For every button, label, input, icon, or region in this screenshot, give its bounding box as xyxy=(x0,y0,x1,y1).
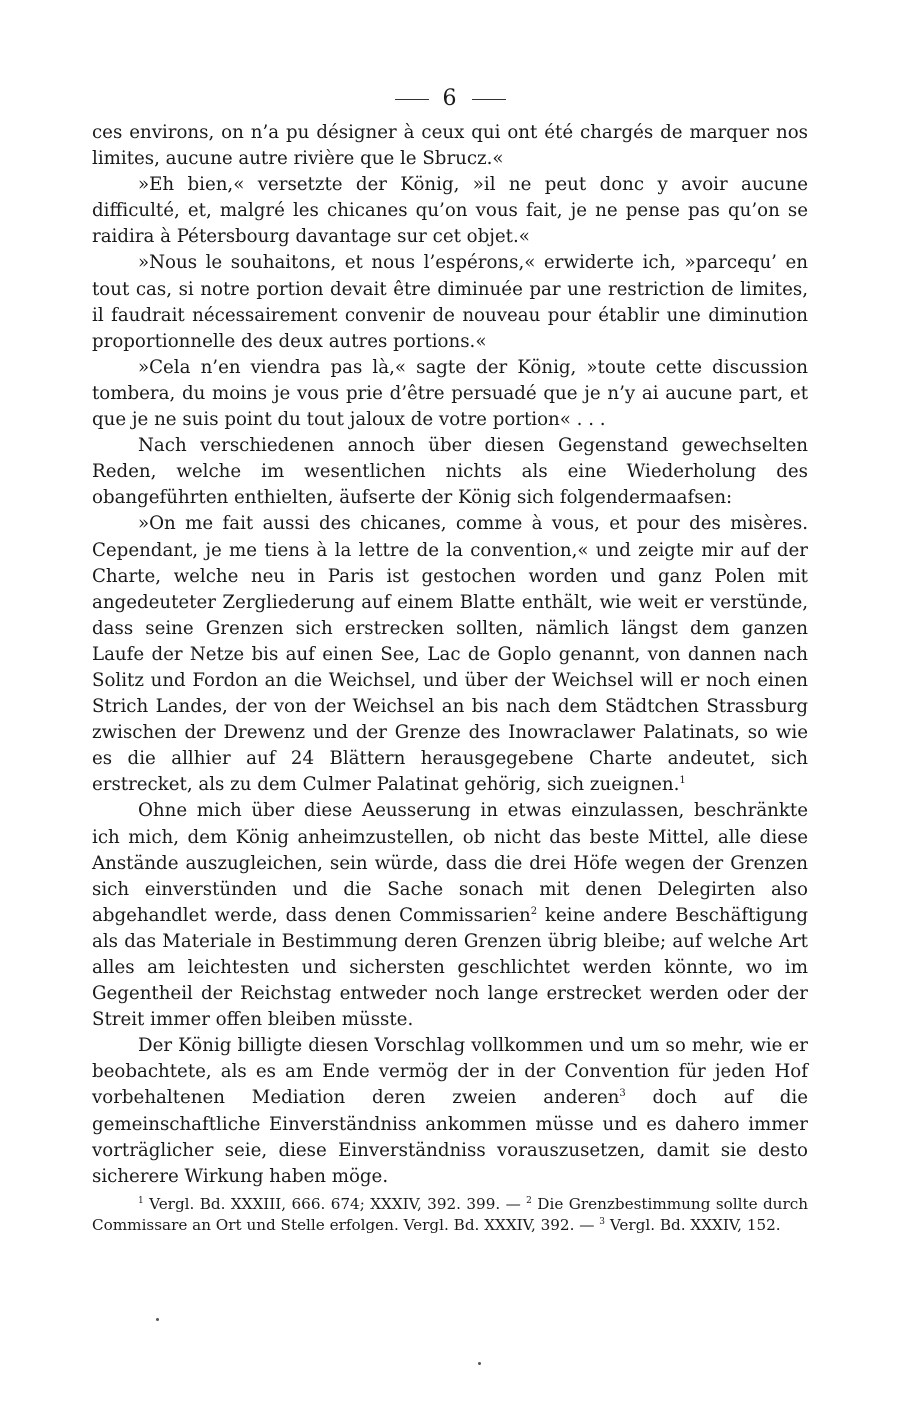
paragraph-text: ces environs, on n’a pu désigner à ceux qui ont été chargés de marquer nos limites, aucune autre rivière que le Sbrucz.« xyxy=(92,122,808,170)
paragraph xyxy=(92,250,808,354)
page-header xyxy=(92,84,808,120)
page-number: 6 xyxy=(442,86,458,111)
paragraph-text: »Nous le souhaitons, et nous l’espérons,« erwiderte ich, »parcequ’ en tout cas, si notre portion devait être diminuée par une restriction de limites, il faudrait nécessairement convenir de nouveau pour établir une diminution proportionnelle des deux autres portions.« xyxy=(92,252,808,352)
paragraph-text: Ohne mich über diese Aeusserung in etwas einzulassen, beschränkte ich mich, dem König anheimzustellen, ob nicht das beste Mittel, alle diese Anstände auszugleichen, sein würde, dass die drei Höfe wegen der Grenzen sich einverstünden und die Sache sonach mit denen Delegirten also abgehandlet werde, dass denen Commissarien xyxy=(92,800,808,926)
footnote-text: Die Grenzbestimmung sollte durch Commissare an Ort und Stelle erfolgen. Vergl. Bd. XXXIV, 392. — xyxy=(92,1194,809,1234)
paragraph-text: »Cela n’en viendra pas là,« sagte der König, »toute cette discussion tombera, du moins je vous prie d’être persuadé que je n’y ai aucune part, et que je ne suis point du tout jaloux de votre portion« . . . xyxy=(92,356,808,431)
paragraph xyxy=(92,120,808,172)
footnote-ref[interactable]: 2 xyxy=(530,905,538,917)
header-rule-left xyxy=(395,99,429,100)
paragraph-text: »Eh bien,« versetzte der König, »il ne peut donc y avoir aucune difficulté, et, malgré les chicanes qu’on vous fait, je ne pense pas qu’on se raidira à Pétersbourg davantage sur cet objet.« xyxy=(92,174,808,248)
footnote-mark: 3 xyxy=(599,1216,605,1227)
paragraph-text: doch auf die gemeinschaftliche Einverständniss ankommen müsse und es dahero immer vorträglicher seie, diese Einverständniss vorauszusetzen, damit sie desto sicherere Wirkung haben möge. xyxy=(92,1087,808,1187)
footnote-mark: 1 xyxy=(138,1195,144,1206)
paragraph xyxy=(92,433,808,511)
paragraph-text: Nach verschiedenen annoch über diesen Gegenstand gewechselten Reden, welche im wesentlichen nichts als eine Wiederholung des obangeführten enthielten, äufserte der König sich folgendermaafsen: xyxy=(92,435,808,509)
paragraph-text: Der König billigte diesen Vorschlag vollkommen und um so mehr, wie er beobachtete, als es am Ende vermög der in der Convention für jeden Hof vorbehaltenen Mediation deren zweien anderen xyxy=(92,1035,808,1109)
paragraph-text: keine andere Beschäftigung als das Materiale in Bestimmung deren Grenzen übrig bleibe; auf welche Art alles am leichtesten und sichersten geschlichtet werden könnte, wo im Gegentheil der Reichstag entweder noch lange erstrecket werden oder der Streit immer offen bleiben müsste. xyxy=(92,904,808,1031)
page xyxy=(92,84,808,1236)
paragraph xyxy=(92,172,808,250)
header-rule-right xyxy=(472,99,506,100)
paper-speck xyxy=(478,1362,481,1365)
footnote-mark: 2 xyxy=(526,1195,532,1206)
footnote-text: Vergl. Bd. XXXIV, 152. xyxy=(605,1215,781,1234)
paragraph xyxy=(92,511,808,798)
footnote-ref[interactable]: 1 xyxy=(679,775,686,787)
footnote-block xyxy=(92,1194,808,1236)
paper-speck xyxy=(156,1318,159,1321)
paragraph xyxy=(92,798,808,1033)
body-text xyxy=(92,120,808,1190)
footnote-text: Vergl. Bd. XXXIII, 666. 674; XXXIV, 392. 399. — xyxy=(143,1194,527,1213)
paragraph xyxy=(92,1033,808,1190)
footnote-ref[interactable]: 3 xyxy=(619,1088,626,1100)
paragraph xyxy=(92,355,808,433)
footnotes xyxy=(92,1194,808,1236)
paragraph-text: »On me fait aussi des chicanes, comme à vous, et pour des misères. Cependant, je me tiens à la lettre de la convention,« und zeigte mir auf der Charte, welche neu in Paris ist gestochen worden und ganz Polen mit angedeuteter Zergliederung auf einem Blatte enthält, wie weit er verstünde, dass seine Grenzen sich erstrecken sollten, nämlich längst dem ganzen Laufe der Netze bis auf einen See, Lac de Goplo genannt, von dannen nach Solitz und Fordon an die Weichsel, und über der Weichsel will er noch einen Strich Landes, der von der Weichsel an bis nach dem Städtchen Strassburg zwischen der Drewenz und der Grenze des Inowraclawer Palatinats, so wie es die allhier auf 24 Blättern herausgegebene Charte andeutet, sich erstrecket, als zu dem Culmer Palatinat gehörig, sich zueignen. xyxy=(92,513,808,796)
